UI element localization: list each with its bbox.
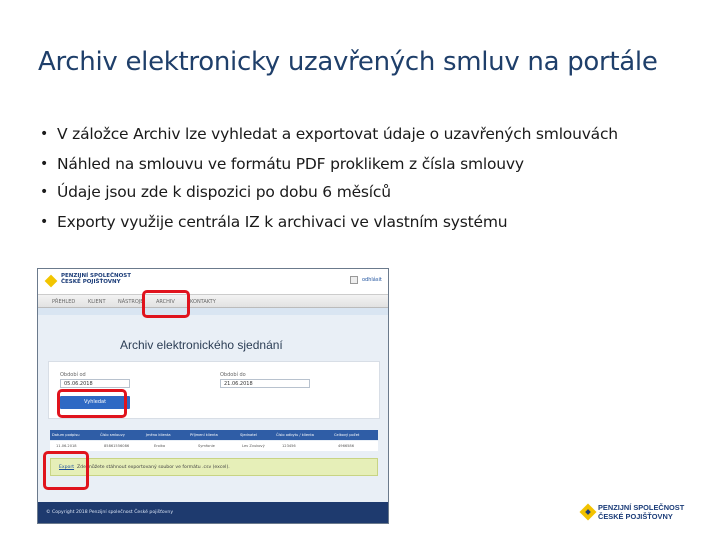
table-header-cell: Číslo odbytu / klienta (276, 433, 314, 437)
logout-link[interactable]: odhlásit (362, 277, 382, 283)
highlight-archiv-tab (142, 290, 190, 318)
highlight-search-button (57, 389, 127, 418)
bullet-item (38, 213, 688, 231)
bullet-dot: • (40, 184, 49, 200)
portal-brand-line: PENZIJNÍ SPOLEČNOST (61, 273, 131, 279)
export-link[interactable]: Export (59, 465, 75, 470)
company-logo-icon (580, 504, 597, 521)
table-header-cell: Datum podpisu (52, 433, 80, 437)
contract-number-link[interactable]: 85861556086 (104, 444, 130, 448)
table-cell: Symfonie (198, 444, 215, 448)
nav-tab-prehled[interactable]: PŘEHLED (52, 299, 76, 305)
table-header-cell: Jméno klienta (146, 433, 171, 437)
date-to-input[interactable]: 21.06.2018 (220, 379, 310, 388)
portal-nav (38, 294, 388, 308)
footer-copyright: © Copyright 2018 Penzijní společnost České pojišťovny (46, 510, 174, 515)
date-to-label: Období do (220, 372, 246, 378)
export-text: Zde můžete stáhnout exportovaný soubor ve formátu .csv (excel). (77, 465, 230, 470)
bullet-dot: • (40, 126, 49, 142)
bullet-item (38, 183, 688, 201)
table-header-cell: Sjednatel (240, 433, 257, 437)
nav-tab-archiv[interactable]: ARCHIV (156, 299, 175, 305)
table-header-cell: Celkový počet (334, 433, 360, 437)
bullet-dot: • (40, 214, 49, 230)
table-cell: 4966586 (338, 444, 355, 448)
bullet-text: Údaje jsou zde k dispozici po dobu 6 měsíců (57, 183, 391, 201)
nav-tab-nastroje[interactable]: NÁSTROJE (118, 299, 144, 305)
archive-heading: Archiv elektronického sjednání (120, 338, 283, 352)
date-from-label: Období od (60, 372, 86, 378)
highlight-export-link (43, 451, 89, 490)
nav-band (38, 308, 388, 315)
table-cell: Eroika (154, 444, 166, 448)
portal-brand (61, 273, 131, 285)
bullet-dot: • (40, 156, 49, 172)
date-from-input[interactable]: 05.06.2018 (60, 379, 130, 388)
bullet-item (38, 125, 688, 143)
bullet-list (38, 125, 688, 231)
bullet-text: Exporty využije centrála IZ k archivaci ve vlastním systému (57, 213, 508, 231)
company-logo-line: PENZIJNÍ SPOLEČNOST (598, 503, 685, 512)
table-header-row (50, 430, 378, 440)
portal-logo-icon (45, 275, 58, 288)
export-bar (50, 458, 378, 476)
table-row[interactable] (50, 441, 378, 451)
portal-brand-line: ČESKÉ POJIŠŤOVNY (61, 279, 121, 285)
table-cell: 123456 (282, 444, 296, 448)
portal-header (38, 269, 388, 293)
portal-footer (38, 502, 388, 524)
table-header-cell: Číslo smlouvy (100, 433, 125, 437)
table-header-cell: Příjmení klienta (190, 433, 218, 437)
bullet-item (38, 155, 688, 173)
slide-title: Archiv elektronicky uzavřených smluv na portále (38, 47, 658, 77)
nav-tab-klient[interactable]: KLIENT (88, 299, 106, 305)
table-cell: Lev Zvukový (242, 444, 265, 448)
bullet-text: V záložce Archiv lze vyhledat a exportovat údaje o uzavřených smlouvách (57, 125, 618, 143)
company-logo-line: ČESKÉ POJIŠŤOVNY (598, 511, 673, 521)
bullet-text: Náhled na smlouvu ve formátu PDF proklikem z čísla smlouvy (57, 155, 524, 173)
table-cell: 11.06.2018 (56, 444, 77, 448)
menu-icon[interactable] (350, 276, 358, 284)
nav-tab-kontakty[interactable]: KONTAKTY (190, 299, 216, 305)
search-button[interactable]: Vyhledat (60, 396, 130, 409)
company-logo-text (598, 504, 684, 521)
